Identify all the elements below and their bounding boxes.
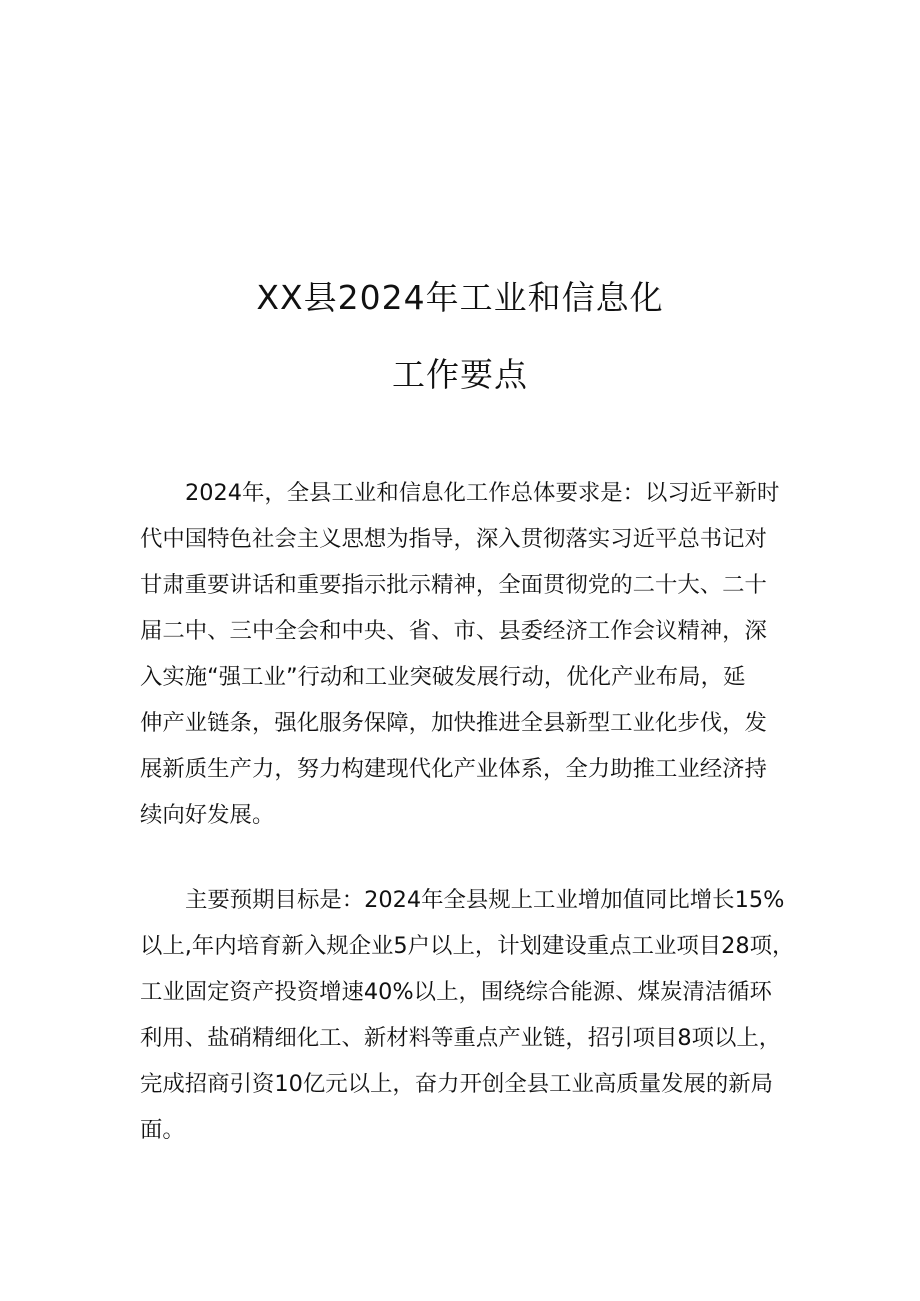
document-subtitle: 工作要点	[392, 355, 528, 394]
paragraph-line: 工业固定资产投资增速40%以上，围绕综合能源、煤炭清洁循环	[140, 979, 772, 1005]
paragraph-line: 续向好发展。	[140, 802, 275, 828]
paragraph-line: 主要预期目标是：2024年全县规上工业增加值同比增长15%	[185, 887, 785, 913]
paragraph-line: 入实施“强工业”行动和工业突破发展行动，优化产业布局，延	[140, 664, 746, 690]
paragraph-line: 展新质生产力，努力构建现代化产业体系，全力助推工业经济持	[140, 756, 767, 782]
document-title: XX县2024年工业和信息化	[256, 278, 664, 317]
paragraph-line: 利用、盐硝精细化工、新材料等重点产业链，招引项目8项以上，	[140, 1025, 782, 1051]
paragraph-line: 伸产业链条，强化服务保障，加快推进全县新型工业化步伐，发	[140, 710, 767, 736]
paragraph-line: 届二中、三中全会和中央、省、市、县委经济工作会议精神，深	[140, 618, 767, 644]
paragraph-line: 2024年，全县工业和信息化工作总体要求是：以习近平新时	[185, 480, 780, 506]
paragraph-line: 甘肃重要讲话和重要指示批示精神，全面贯彻党的二十大、二十	[140, 572, 767, 598]
paragraph-line: 面。	[140, 1117, 185, 1143]
paragraph-line: 完成招商引资10亿元以上，奋力开创全县工业高质量发展的新局	[140, 1071, 774, 1097]
paragraph-line: 以上,年内培育新入规企业5户以上，计划建设重点工业项目28项，	[140, 933, 795, 959]
paragraph-line: 代中国特色社会主义思想为指导，深入贯彻落实习近平总书记对	[140, 526, 767, 552]
